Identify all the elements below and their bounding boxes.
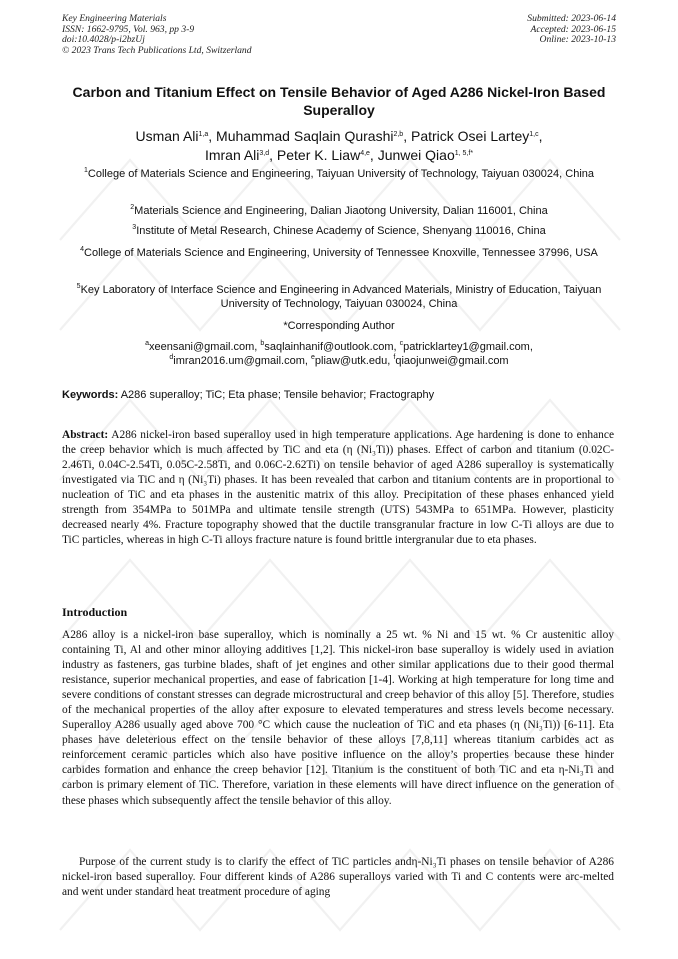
abstract-label: Abstract:: [62, 429, 109, 441]
date-accepted: Accepted: 2023-06-15: [530, 23, 616, 35]
author: Muhammad Saqlain Qurashi$^{2,b}$,: [216, 128, 411, 144]
journal-info: [62, 14, 252, 56]
affiliation-4: $^4$College of Materials Science and Engineering, University of Tennessee Knoxville, Tennessee 37996, USA: [80, 246, 598, 259]
publication-dates: [527, 14, 616, 46]
journal-name: Key Engineering Materials: [62, 13, 167, 24]
journal-doi[interactable]: doi:10.4028/p-i2bzUj: [62, 34, 145, 46]
email-list: [89, 340, 589, 368]
keywords-text: A286 superalloy; TiC; Eta phase; Tensile behavior; Fractography: [118, 389, 435, 401]
affiliation-3: $^3$Institute of Metal Research, Chinese Academy of Science, Shenyang 110016, China: [132, 224, 546, 237]
keywords: [62, 388, 616, 402]
paper-title: Carbon and Titanium Effect on Tensile Behavior of Aged A286 Nickel-Iron Based Superalloy: [72, 84, 606, 118]
email[interactable]: $^e$pliaw@utk.edu,: [311, 354, 394, 367]
introduction-paragraph-2: Purpose of the current study is to clarify the effect of TiC particles andη-Ni₃Ti phases on tensile behavior of A286 nickel-iron based superalloy. Four different kinds of A286 superalloys varied with Ti and C contents were arc-melted and went under standard heat treatment procedure of aging: [62, 856, 614, 899]
email[interactable]: $^a$xeensani@gmail.com,: [145, 340, 261, 353]
affiliation-1: $^1$College of Materials Science and Engineering, Taiyuan University of Technology, Taiyuan 030024, China: [83, 167, 595, 180]
journal-issn: ISSN: 1662-9795, Vol. 963, pp 3-9: [62, 23, 195, 35]
introduction-heading: Introduction: [62, 605, 128, 619]
affiliation-5: $^5$Key Laboratory of Interface Science and Engineering in Advanced Materials, Ministry of Education, Taiyuan University of Technology, Taiyuan 030024, China: [76, 283, 602, 310]
author: Peter K. Liaw$^{4,e}$,: [276, 146, 378, 163]
email[interactable]: $^d$imran2016.um@gmail.com,: [169, 354, 312, 367]
corresponding-author: *Corresponding Author: [283, 320, 395, 332]
author-list: [62, 127, 616, 164]
author: Junwei Qiao$^{1, 5,f*}$: [377, 146, 474, 163]
affiliation-2: $^2$Materials Science and Engineering, Dalian Jiaotong University, Dalian 116001, China: [130, 204, 548, 217]
author: Patrick Osei Lartey$^{1,c}$,: [410, 128, 543, 144]
date-online: Online: 2023-10-13: [539, 34, 616, 46]
date-submitted: Submitted: 2023-06-14: [527, 13, 616, 24]
abstract: [62, 428, 614, 548]
author: Imran Ali$^{3,d}$,: [204, 146, 277, 163]
abstract-text: A286 nickel-iron based superalloy used in high temperature applications. Age hardening is done to enhance the creep behavior which is much affected by TiC and eta (η (Ni₃Ti)) phases. Effect of carbon and titanium (0.02C-2.46Ti, 0.04C-2.54Ti, 0.05C-2.58Ti, and 0.06C-2.62Ti) on tensile behavior of aged A286 superalloy is systematically investigated via TiC and η (Ni₃Ti) phases. It has been revealed that carbon and titanium contents are in proportional to nucleation of TiC and eta phases in the austenitic matrix of this alloy. Precipitation of these phases enhanced yield strength from 354MPa to 501MPa and ultimate tensile strength (UTS) 543MPa to 651MPa. However, plasticity decreased nearly 4%. Fracture topography showed that the ductile transgranular fracture in low C-Ti alloys are due to TiC particles, whereas in high C-Ti alloys fracture nature is found brittle intergranular due to eta phases.: [62, 429, 614, 547]
keywords-label: Keywords:: [62, 389, 119, 401]
email[interactable]: $^f$qiaojunwei@gmail.com: [393, 354, 509, 367]
email[interactable]: $^c$patricklartey1@gmail.com,: [399, 340, 533, 353]
author: Usman Ali$^{1,a}$,: [135, 128, 217, 144]
journal-copyright: © 2023 Trans Tech Publications Ltd, Switzerland: [62, 44, 252, 56]
email[interactable]: $^b$saqlainhanif@outlook.com,: [260, 340, 400, 353]
introduction-paragraph-1: A286 alloy is a nickel-iron base superalloy, which is nominally a 25 wt. % Ni and 15 wt. % Cr austenitic alloy containing Ti, Al and other minor alloying additives [1,2]. This nickel-iron base superalloy is widely used in aviation industry as fasteners, gas turbine blades, shaft of jet engines and other similar applications due to their good thermal resistance, superior mechanical properties, and ease of fabrication [1-4]. Working at high temperature for long time and severe conditions of constant stresses can degrade microstructural and creep behavior of this alloy [5]. Therefore, studies of the mechanical properties of the alloy after exposure to elevated temperatures and stress levels become necessary. Superalloy A286 usually aged above 700 °C which cause the nucleation of TiC and eta phases (η (Ni₃Ti)) [6-11]. Eta phases have deleterious effect on the tensile behavior of these alloys [7,8,11] whereas titanium carbides act as reinforcement ceramic particles which also have positive influence on the alloy’s properties because these hinder carbides formation and enhance the creep behavior [12]. Titanium is the constituent of both TiC and eta η-Ni₃Ti and carbon is primary element of TiC. Therefore, variation in these elements will have direct influence on the generation of these phases which subsequently affect the tensile behavior of this alloy.: [62, 629, 614, 807]
